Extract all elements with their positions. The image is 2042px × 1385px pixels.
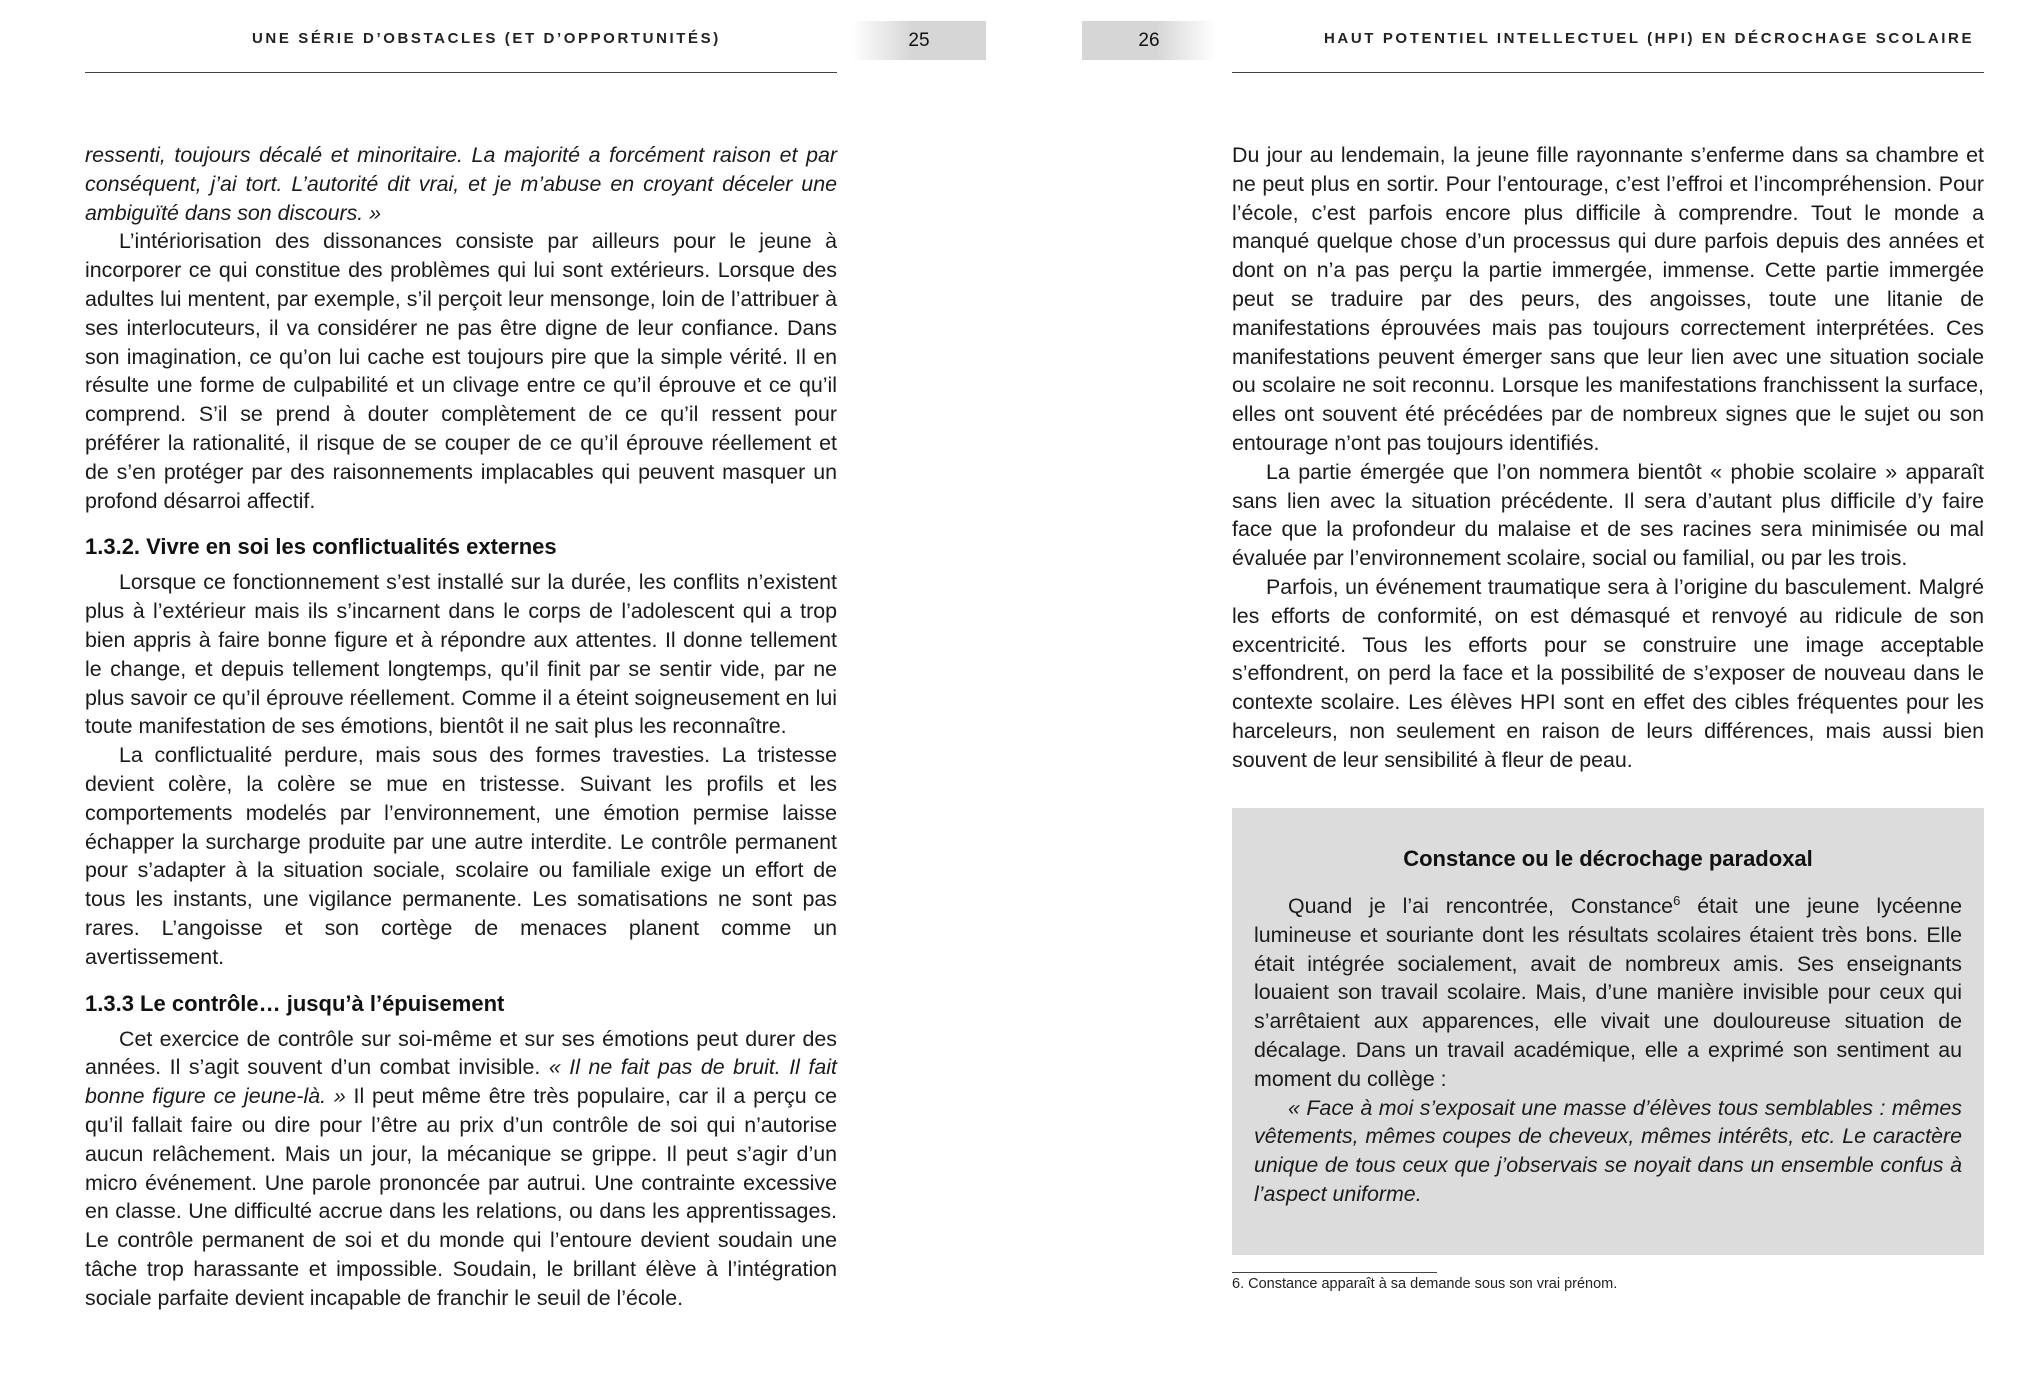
left-para-controle-text-b: Il peut même être très populaire, car il a perçu ce qu’il fallait faire ou dire pour l’être au prix d’un contrôle de soi qui n’autorise aucun relâchement. Mais un jour, la mécanique se grippe. Il peut s’agir d’un micro événement. Une parole prononcée par autrui. Une contrainte excessive en classe. Une difficulté accrue dans les relations, ou dans les apprentissages. Le contrôle permanent de soi et du monde qui l’entoure devient soudain une tâche trop harassante et impossible. Soudain, le brillant élève à l’intégration sociale parfaite devient incapable de franchir le seuil de l’école. [85, 1084, 837, 1310]
left-para-conflictualite: La conflictualité perdure, mais sous des formes travesties. La tristesse devient colère, la colère se mue en tristesse. Suivant les profils et les comportements modelés par l’environnement, une émotion permise laisse échapper la surcharge produite par une autre interdite. Le contrôle permanent pour s’adapter à la situation sociale, scolaire ou familiale exige un effort de tous les instants, une vigilance permanente. Les somatisations ne sont pas rares. L’angoisse et son cortège de menaces planent comme un avertissement. [85, 743, 837, 969]
section-heading-1-3-3: 1.3.3 Le contrôle… jusqu’à l’épuisement [85, 990, 505, 1016]
left-page [85, 0, 837, 1385]
case-study-text-b: était une jeune lycéenne lumineuse et souriante dont les résultats scolaires étaient très bons. Elle était intégrée socialement, avait de nombreux amis. Ses enseignants louaient son travail scolaire. Mais, d’une manière invisible pour ceux qui s’arrêtaient aux apparences, elle vivait une douloureuse situation de décalage. Dans un travail académique, elle a exprimé son sentiment au moment du collège : [1254, 894, 1962, 1091]
right-para-parfois: Parfois, un événement traumatique sera à l’origine du basculement. Malgré les efforts de conformité, on est démasqué et renvoyé au ridicule de son excentricité. Tous les efforts pour se construire une image acceptable s’effondrent, on perd la face et la possibilité de s’exposer de nouveau dans le contexte scolaire. Les élèves HPI sont en effet des cibles fréquentes pour les harceleurs, non seulement en raison de leurs différences, mais aussi bien souvent de leur sensibilité à fleur de peau. [1232, 574, 1984, 772]
right-para-lendemain: Du jour au lendemain, la jeune fille rayonnante s’enferme dans sa chambre et ne peut plus en sortir. Pour l’entourage, c’est l’effroi et l’incompréhension. Pour l’école, c’est parfois encore plus difficile à comprendre. Tout le monde a manqué quelque chose d’un processus qui dure parfois depuis des années et dont on n’a pas perçu la partie immergée, immense. Cette partie immergée peut se traduire par des peurs, des angoisses, toute une litanie de manifestations éprouvées mais pas toujours correctement interprétées. Ces manifestations peuvent émerger sans que leur lien avec une situation sociale ou scolaire ne soit reconnu. Lorsque les manifestations franchissent la surface, elles ont souvent été précédées par de nombreux signes que le sujet ou son entourage n’ont pas toujours identifiés. [1232, 143, 1984, 455]
left-para-controle [85, 1025, 837, 1313]
footnote-6: 6. Constance apparaît à sa demande sous son vrai prénom. [1232, 1276, 1618, 1292]
left-running-head: UNE SÉRIE D’OBSTACLES (ET D’OPPORTUNITÉS) [252, 30, 721, 47]
page-number-right: 26 [1082, 21, 1216, 60]
right-running-head: HAUT POTENTIEL INTELLECTUEL (HPI) EN DÉCROCHAGE SCOLAIRE [1324, 30, 1975, 47]
left-para-controle-quote: « Il ne fait pas de bruit. Il fait bonne figure ce jeune-là. » [85, 1055, 837, 1109]
section-heading-1-3-2: 1.3.2. Vivre en soi les conflictualités externes [85, 534, 557, 560]
case-study-quote: « Face à moi s’exposait une masse d’élèves tous semblables : mêmes vêtements, mêmes coupes de cheveux, mêmes intérêts, etc. Le caractère unique de tous ceux que j’observais se noyait dans un ensemble confus à l’aspect uniforme. [1254, 1095, 1962, 1206]
right-page [1232, 0, 1984, 1385]
left-para-fonctionnement: Lorsque ce fonctionnement s’est installé sur la durée, les conflits n’existent plus à l’extérieur mais ils s’incarnent dans le corps de l’adolescent qui a trop bien appris à faire bonne figure et à répondre aux attentes. Il donne tellement le change, et depuis tellement longtemps, qu’il finit par se sentir vide, par ne plus savoir ce qu’il éprouve réellement. Comme il a éteint soigneusement en lui toute manifestation de ses émotions, bientôt il ne sait plus les reconnaître. [85, 570, 837, 739]
left-header-rule [85, 72, 837, 73]
right-header-rule [1232, 72, 1984, 73]
case-study-title: Constance ou le décrochage paradoxal [1403, 846, 1813, 871]
left-body [85, 141, 837, 1312]
right-body [1232, 141, 1984, 775]
left-para-interiorisation: L’intériorisation des dissonances consiste par ailleurs pour le jeune à incorporer ce qui constitue des problèmes qui lui sont extérieurs. Lorsque des adultes lui mentent, par exemple, s’il perçoit leur mensonge, loin de l’attribuer à ses interlocuteurs, il va considérer ne pas être digne de leur confiance. Dans son imagination, ce qu’on lui cache est toujours pire que la simple vérité. Il en résulte une forme de culpabilité et un clivage entre ce qu’il éprouve et ce qu’il comprend. S’il se prend à douter complètement de ce qu’il ressent pour préférer la rationalité, il risque de se couper de ce qu’il éprouve réellement et de s’en protéger par des raisonnements implacables qui peuvent masquer un profond désarroi affectif. [85, 229, 837, 513]
case-study-text-a: Quand je l’ai rencontrée, Constance [1288, 894, 1674, 918]
left-para-quote-end: ressenti, toujours décalé et minoritaire. La majorité a forcément raison et par conséquent, j’ai tort. L’autorité dit vrai, et je m’abuse en croyant déceler une ambiguïté dans son discours. » [85, 143, 837, 225]
case-study-box [1232, 808, 1984, 1255]
footnote-rule [1232, 1272, 1437, 1273]
right-para-partie-emergee: La partie émergée que l’on nommera bientôt « phobie scolaire » apparaît sans lien avec la situation précédente. Il sera d’autant plus difficile d’y faire face que la profondeur du malaise et de ses racines sera minimisée ou mal évaluée par l’environnement scolaire, social ou familial, ou par les trois. [1232, 459, 1984, 571]
footnote-reference[interactable]: 6 [1673, 892, 1681, 908]
left-para-controle-text-a: Cet exercice de contrôle sur soi-même et sur ses émotions peut durer des années. Il s’agit souvent d’un combat invisible. [85, 1026, 837, 1080]
case-study-para [1254, 892, 1962, 1094]
page-number-left: 25 [852, 21, 986, 60]
